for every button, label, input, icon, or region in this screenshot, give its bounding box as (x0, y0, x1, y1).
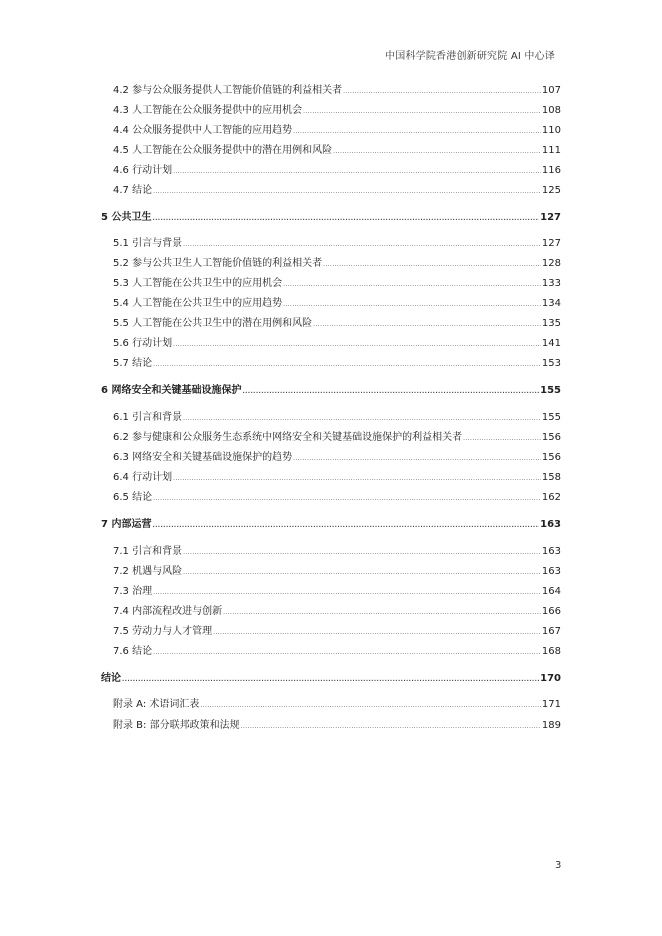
toc-leader-dots (183, 566, 541, 580)
toc-leader-dots (293, 452, 541, 466)
toc-section-entry[interactable] (113, 124, 561, 140)
toc-leader-dots (241, 720, 541, 734)
toc-leader-dots (152, 212, 539, 226)
toc-entry-page: 134 (541, 298, 561, 309)
toc-entry-page: 116 (541, 165, 561, 176)
toc-entry-page: 164 (541, 586, 561, 597)
toc-chapter-entry[interactable] (101, 384, 561, 400)
toc-entry-page: 168 (541, 646, 561, 657)
toc-entry-title: 4.7 结论 (113, 185, 153, 196)
toc-leader-dots (153, 586, 541, 600)
toc-entry-page: 170 (540, 673, 561, 684)
toc-entry-page: 156 (541, 432, 561, 443)
toc-entry-title: 7 内部运营 (101, 519, 152, 530)
toc-entry-page: 133 (541, 278, 561, 289)
toc-entry-page: 107 (541, 85, 561, 96)
toc-entry-page: 171 (541, 699, 561, 710)
toc-section-entry[interactable] (113, 471, 561, 487)
toc-entry-title: 6.4 行动计划 (113, 472, 173, 483)
toc-entry-title: 6 网络安全和关键基础设施保护 (101, 385, 242, 396)
toc-section-entry[interactable] (113, 545, 561, 561)
toc-leader-dots (153, 646, 541, 660)
toc-leader-dots (313, 318, 541, 332)
toc-entry-title: 7.6 结论 (113, 646, 153, 657)
toc-section-entry[interactable] (113, 585, 561, 601)
toc-leader-dots (173, 338, 541, 352)
toc-section-entry[interactable] (113, 719, 561, 735)
toc-entry-title: 4.2 参与公众服务提供人工智能价值链的利益相关者 (113, 85, 343, 96)
toc-entry-title: 5.7 结论 (113, 358, 153, 369)
toc-entry-title: 7.4 内部流程改进与创新 (113, 606, 223, 617)
toc-section-entry[interactable] (113, 431, 561, 447)
toc-leader-dots (333, 145, 541, 159)
toc-entry-page: 167 (541, 626, 561, 637)
toc-section-entry[interactable] (113, 698, 561, 714)
toc-leader-dots (173, 472, 541, 486)
toc-entry-title: 5.3 人工智能在公共卫生中的应用机会 (113, 278, 283, 289)
toc-chapter-entry[interactable] (101, 672, 561, 688)
toc-entry-title: 附录 A: 术语词汇表 (113, 699, 200, 710)
toc-entry-title: 7.1 引言和背景 (113, 546, 183, 557)
toc-section-entry[interactable] (113, 451, 561, 467)
toc-leader-dots (293, 125, 541, 139)
toc-entry-page: 162 (541, 492, 561, 503)
toc-section-entry[interactable] (113, 411, 561, 427)
toc-chapter-entry[interactable] (101, 518, 561, 534)
toc-entry-page: 163 (540, 519, 561, 530)
toc-entry-title: 4.5 人工智能在公众服务提供中的潜在用例和风险 (113, 145, 333, 156)
toc-entry-page: 155 (540, 385, 561, 396)
toc-leader-dots (323, 258, 541, 272)
toc-leader-dots (153, 185, 541, 199)
toc-leader-dots (463, 432, 541, 446)
toc-entry-title: 5.5 人工智能在公共卫生中的潜在用例和风险 (113, 318, 313, 329)
toc-section-entry[interactable] (113, 297, 561, 313)
toc-leader-dots (303, 105, 541, 119)
toc-leader-dots (183, 546, 541, 560)
toc-entry-page: 156 (541, 452, 561, 463)
toc-entry-page: 127 (540, 212, 561, 223)
toc-entry-page: 163 (541, 546, 561, 557)
toc-section-entry[interactable] (113, 184, 561, 200)
toc-entry-title: 结论 (101, 673, 121, 684)
toc-entry-page: 110 (541, 125, 561, 136)
toc-entry-title: 6.5 结论 (113, 492, 153, 503)
toc-leader-dots (183, 412, 541, 426)
toc-leader-dots (153, 358, 541, 372)
toc-section-entry[interactable] (113, 317, 561, 333)
toc-entry-title: 6.3 网络安全和关键基础设施保护的趋势 (113, 452, 293, 463)
toc-section-entry[interactable] (113, 491, 561, 507)
toc-section-entry[interactable] (113, 277, 561, 293)
toc-entry-title: 6.1 引言和背景 (113, 412, 183, 423)
toc-leader-dots (183, 238, 541, 252)
page-number: 3 (555, 860, 562, 871)
toc-section-entry[interactable] (113, 357, 561, 373)
toc-entry-title: 6.2 参与健康和公众服务生态系统中网络安全和关键基础设施保护的利益相关者 (113, 432, 463, 443)
toc-entry-page: 128 (541, 258, 561, 269)
toc-leader-dots (173, 165, 541, 179)
toc-section-entry[interactable] (113, 84, 561, 100)
toc-entry-title: 4.3 人工智能在公众服务提供中的应用机会 (113, 105, 303, 116)
toc-entry-title: 附录 B: 部分联邦政策和法规 (113, 720, 240, 731)
toc-section-entry[interactable] (113, 337, 561, 353)
toc-entry-page: 163 (541, 566, 561, 577)
toc-leader-dots (283, 278, 541, 292)
toc-entry-page: 125 (541, 185, 561, 196)
toc-leader-dots (343, 85, 541, 99)
toc-section-entry[interactable] (113, 237, 561, 253)
toc-leader-dots (122, 673, 539, 687)
toc-section-entry[interactable] (113, 144, 561, 160)
toc-leader-dots (200, 699, 541, 713)
toc-entry-title: 7.3 治理 (113, 586, 153, 597)
toc-entry-page: 153 (541, 358, 561, 369)
toc-entry-title: 7.5 劳动力与人才管理 (113, 626, 213, 637)
toc-chapter-entry[interactable] (101, 211, 561, 227)
toc-entry-title: 7.2 机遇与风险 (113, 566, 183, 577)
toc-entry-page: 141 (541, 338, 561, 349)
toc-leader-dots (242, 385, 539, 399)
toc-section-entry[interactable] (113, 104, 561, 120)
toc-entry-title: 5.4 人工智能在公共卫生中的应用趋势 (113, 298, 283, 309)
toc-entry-title: 4.4 公众服务提供中人工智能的应用趋势 (113, 125, 293, 136)
toc-entry-title: 5.2 参与公共卫生人工智能价值链的利益相关者 (113, 258, 323, 269)
toc-entry-page: 127 (541, 238, 561, 249)
toc-section-entry[interactable] (113, 565, 561, 581)
page-header: 中国科学院香港创新研究院 AI 中心译 (385, 51, 555, 62)
toc-section-entry[interactable] (113, 645, 561, 661)
toc-entry-title: 5.1 引言与背景 (113, 238, 183, 249)
toc-entry-page: 135 (541, 318, 561, 329)
toc-section-entry[interactable] (113, 257, 561, 273)
toc-leader-dots (223, 606, 541, 620)
toc-entry-page: 166 (541, 606, 561, 617)
toc-section-entry[interactable] (113, 625, 561, 641)
toc-entry-page: 111 (541, 145, 561, 156)
toc-section-entry[interactable] (113, 164, 561, 180)
toc-leader-dots (152, 519, 539, 533)
toc-leader-dots (153, 492, 541, 506)
toc-entry-page: 108 (541, 105, 561, 116)
toc-entry-page: 155 (541, 412, 561, 423)
toc-entry-title: 5.6 行动计划 (113, 338, 173, 349)
toc-leader-dots (213, 626, 541, 640)
toc-leader-dots (283, 298, 541, 312)
toc-entry-page: 189 (541, 720, 561, 731)
toc-entry-title: 4.6 行动计划 (113, 165, 173, 176)
toc-entry-title: 5 公共卫生 (101, 212, 152, 223)
toc-section-entry[interactable] (113, 605, 561, 621)
toc-entry-page: 158 (541, 472, 561, 483)
